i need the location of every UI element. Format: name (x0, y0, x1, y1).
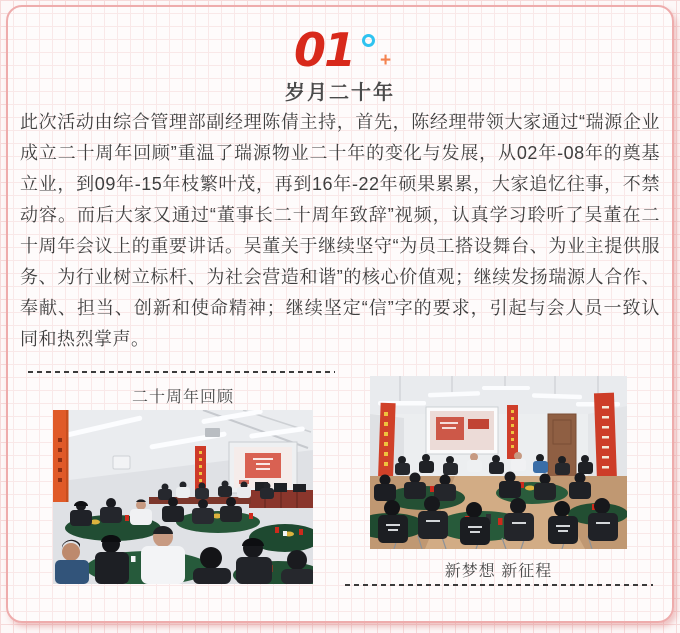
section-number: 01 (293, 23, 354, 77)
photo1-caption: 二十周年回顾 (131, 389, 234, 406)
photo-anniversary-review (53, 410, 313, 584)
photo1-illustration (53, 410, 313, 584)
plus-icon: + (380, 50, 392, 71)
dashed-divider-bottom (345, 584, 653, 586)
photo-new-journey (370, 376, 627, 549)
dashed-divider-top (28, 371, 335, 373)
section-title: 岁月二十年 (285, 82, 395, 104)
photo2-illustration (370, 376, 627, 549)
section-header (8, 23, 672, 105)
photo2-caption: 新梦想 新征程 (444, 563, 553, 580)
degree-circle-icon (362, 34, 375, 47)
article-paragraph: 此次活动由综合管理部副经理陈倩主持，首先，陈经理带领大家通过“瑞源企业成立二十周年回顾”重温了瑞源物业二十年的变化与发展，从02年-08年的奠基立业，到09年-15年枝繁叶茂，再到16年-22年硕果累累，大家追忆往事，不禁动容。而后大家又通过“董事长二十周年致辞”视频，认真学习聆听了吴董在二十周年会议上的重要讲话。吴董关于继续坚守“为员工搭设舞台、为业主提供服务、为行业树立标杆、为社会营造和谐”的核心价值观；继续发扬瑞源人合作、奉献、担当、创新和使命精神；继续坚定“信”字的要求，引起与会人员一致认同和热烈掌声。 (20, 112, 660, 349)
section-number-group (293, 23, 392, 77)
article-card (6, 5, 674, 623)
